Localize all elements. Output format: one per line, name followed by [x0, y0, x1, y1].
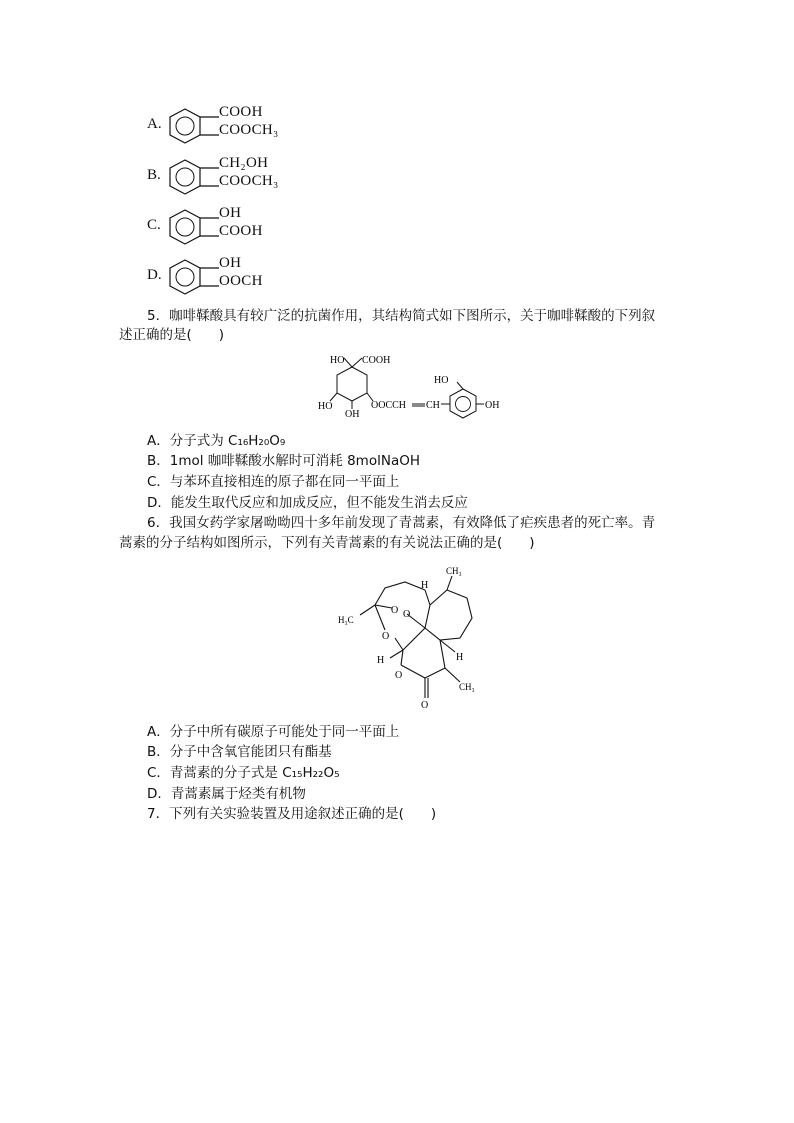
label-ho-left: HO	[318, 401, 333, 412]
label-o1: O	[391, 605, 399, 616]
label-o-ring: O	[395, 670, 403, 681]
label-ester: OOCCH	[371, 400, 407, 411]
benzene-ring-icon	[167, 207, 221, 249]
option-letter: A.	[147, 116, 162, 132]
q5-choice-c: C．与苯环直接相连的原子都在同一平面上	[147, 474, 400, 490]
label-ch3-right: CH₃	[459, 682, 475, 692]
substituent-bottom: COOH	[219, 223, 263, 239]
benzene-ring-icon	[167, 257, 221, 299]
label-ch3-top: CH₃	[446, 566, 462, 576]
label-h-top: H	[421, 580, 429, 591]
substituent-bottom: COOCH₃	[219, 173, 279, 189]
label-oh-bottom: OH	[345, 409, 360, 420]
q6-choice-b: B．分子中含氧官能团只有酯基	[147, 744, 332, 760]
option-letter: B.	[147, 167, 161, 183]
q5-choice-a: A．分子式为 C₁₆H₂₀O₉	[147, 433, 286, 449]
q5-stem-line1: 5．咖啡鞣酸具有较广泛的抗菌作用，其结构简式如下图所示，关于咖啡鞣酸的下列叙	[147, 308, 656, 324]
q6-choice-c: C．青蒿素的分子式是 C₁₅H₂₂O₅	[147, 765, 340, 781]
label-cooh: COOH	[362, 355, 391, 366]
label-h-left: H	[377, 655, 385, 666]
label-h3c: H₃C	[338, 615, 354, 625]
substituent-top: CH₂OH	[219, 155, 269, 171]
artemisinin-structure	[335, 560, 495, 712]
label-oh-ring: OH	[485, 400, 500, 411]
label-ho-top: HO	[330, 355, 345, 366]
label-ch: CH	[426, 400, 440, 411]
label-ho-ring: HO	[434, 375, 449, 386]
q6-choice-a: A．分子中所有碳原子可能处于同一平面上	[147, 724, 400, 740]
label-h-right: H	[456, 652, 464, 663]
label-o3: O	[382, 631, 390, 642]
benzene-ring-icon	[167, 157, 221, 199]
q6-stem-line2: 蒿素的分子结构如图所示，下列有关青蒿素的有关说法正确的是( )	[119, 535, 535, 551]
q5-choice-b: B．1mol 咖啡鞣酸水解时可消耗 8molNaOH	[147, 453, 420, 469]
q5-stem-line2: 述正确的是( )	[119, 327, 225, 343]
substituent-top: OH	[219, 205, 242, 221]
substituent-top: COOH	[219, 104, 263, 120]
option-letter: C.	[147, 217, 161, 233]
q7-stem: 7．下列有关实验装置及用途叙述正确的是( )	[147, 806, 437, 822]
caffeoylquinic-acid-structure	[310, 349, 520, 421]
label-o2: O	[403, 609, 411, 620]
option-letter: D.	[147, 267, 162, 283]
q5-choice-d: D．能发生取代反应和加成反应，但不能发生消去反应	[147, 495, 468, 511]
q6-choice-d: D．青蒿素属于烃类有机物	[147, 786, 306, 802]
substituent-bottom: OOCH	[219, 273, 263, 289]
substituent-bottom: COOCH₃	[219, 122, 279, 138]
benzene-ring-icon	[167, 106, 221, 148]
substituent-top: OH	[219, 255, 242, 271]
q6-stem-line1: 6．我国女药学家屠呦呦四十多年前发现了青蒿素，有效降低了疟疾患者的死亡率。青	[147, 515, 656, 531]
label-o-carbonyl: O	[421, 700, 429, 711]
